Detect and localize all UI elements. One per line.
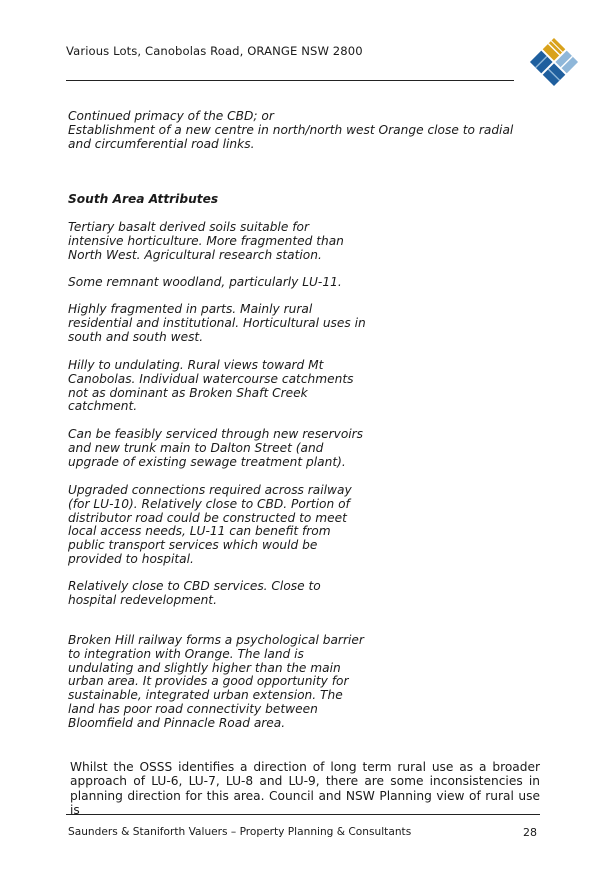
attribute-summary: Broken Hill railway forms a psychological barrier to integration with Orange. The land is undulating and slightly higher than the main urban area. It provides a good opportunity for sustainable, integrated urban extension. The land has poor road connectivity between Bloomfield and Pinnacle Road area.	[68, 633, 364, 730]
attribute-soils: Tertiary basalt derived soils suitable for intensive horticulture. More fragmented than North West. Agricultural research station.	[68, 220, 344, 262]
header-address: Various Lots, Canobolas Road, ORANGE NSW 2800	[66, 44, 363, 58]
attribute-services: Relatively close to CBD services. Close to hospital redevelopment.	[68, 579, 321, 607]
footer-divider	[66, 814, 540, 815]
section-heading: South Area Attributes	[68, 192, 219, 206]
attribute-access: Upgraded connections required across railway (for LU-10). Relatively close to CBD. Portion of distributor road could be constructed to meet local access needs, LU-11 can benefit from public transport services which would be provided to hospital.	[68, 483, 352, 566]
body-paragraph: Whilst the OSSS identifies a direction of long term rural use as a broader approach of LU-6, LU-7, LU-8 and LU-9, there are some inconsistencies in planning direction for this area. Council and NSW Planning view of rural use is	[70, 760, 540, 818]
footer-company: Saunders & Staniforth Valuers – Property Planning & Consultants	[68, 826, 412, 838]
diamond-logo-icon	[528, 36, 580, 88]
header-divider	[66, 80, 514, 81]
intro-line-2: Establishment of a new centre in north/north west Orange close to radial and circumferential road links.	[68, 123, 514, 151]
attribute-topography: Hilly to undulating. Rural views toward Mt Canobolas. Individual watercourse catchments not as dominant as Broken Shaft Creek catchment.	[68, 358, 354, 414]
attribute-servicing: Can be feasibly serviced through new reservoirs and new trunk main to Dalton Street (and upgrade of existing sewage treatment plant).	[68, 427, 364, 469]
attribute-land-use: Highly fragmented in parts. Mainly rural residential and institutional. Horticultural uses in south and south west.	[68, 302, 366, 344]
page-number: 28	[523, 826, 537, 839]
attribute-vegetation: Some remnant woodland, particularly LU-11.	[68, 275, 342, 289]
intro-line-1: Continued primacy of the CBD; or	[68, 109, 274, 123]
